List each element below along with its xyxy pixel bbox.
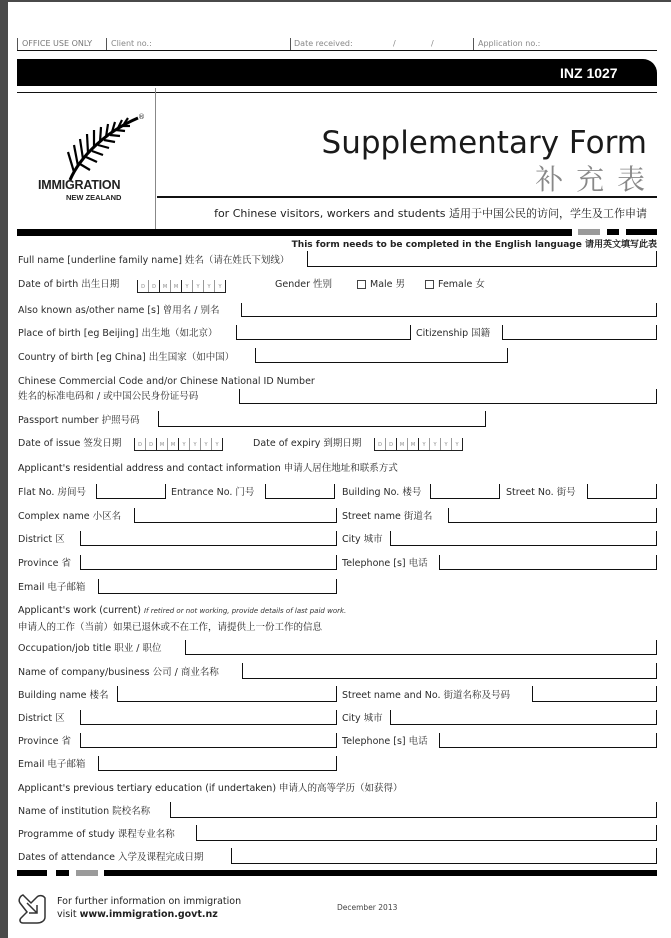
work-province-label: Province 省 [18,736,71,747]
building-name-label: Building name 楼名 [18,690,109,701]
date-of-expiry-label: Date of expiry 到期日期 [253,438,362,449]
separator-bar-small [607,229,619,235]
footer-visit: visit www.immigration.govt.nz [57,909,218,920]
separator-bar [17,229,572,236]
company-label: Name of company/business 公司 / 商业名称 [18,667,219,678]
attendance-input[interactable] [231,848,657,864]
work-city-label: City 城市 [342,713,383,724]
institution-input[interactable] [170,802,657,818]
work-heading: Applicant's work (current) If retired or not working, provide details of last paid work. [18,605,347,616]
footer-bar-long [104,870,657,876]
work-telephone-input[interactable] [439,733,657,748]
dob-input[interactable]: D D M M Y Y Y Y [137,280,226,293]
entrance-no-label: Entrance No. 门号 [171,487,255,498]
footer-bar-small [56,870,69,876]
street-name-no-label: Street name and No. 街道名称及号码 [342,690,511,701]
citizenship-input[interactable] [502,325,657,340]
work-email-input[interactable] [98,756,337,771]
date-received-label: Date received: [294,39,353,48]
page-edge-top [0,0,671,2]
institution-label: Name of institution 院校名称 [18,806,151,817]
aka-label: Also known as/other name [s] 曾用名 / 别名 [18,305,220,316]
street-no-label: Street No. 街号 [506,487,576,498]
street-name-label: Street name 街道名 [342,511,433,522]
work-city-input[interactable] [390,710,657,725]
city-label: City 城市 [342,534,383,545]
telephone-label: Telephone [s] 电话 [342,558,428,569]
company-input[interactable] [242,663,657,679]
building-name-input[interactable] [117,686,337,702]
programme-input[interactable] [196,825,657,841]
logo-text-immigration: IMMIGRATION [38,178,121,192]
date-sep: / [393,39,396,48]
passport-number-label: Passport number 护照号码 [18,415,140,426]
date-of-issue-label: Date of issue 签发日期 [18,438,122,449]
province-label: Province 省 [18,558,71,569]
logo-text-nz: NEW ZEALAND [66,193,122,202]
complex-name-label: Complex name 小区名 [18,511,122,522]
flat-no-input[interactable] [96,484,166,499]
page-title-zh: 补 充 表 [535,163,647,196]
date-of-expiry-input[interactable]: D D M M Y Y Y Y [374,438,463,451]
ccc-label: Chinese Commercial Code and/or Chinese National ID Number [18,376,315,387]
flat-no-label: Flat No. 房间号 [18,487,86,498]
footer-url-link[interactable]: www.immigration.govt.nz [79,909,218,920]
client-no-label: Client no.: [111,39,152,48]
place-of-birth-input[interactable] [236,325,411,340]
work-heading-zh: 申请人的工作（当前）如果已退休或不在工作，请提供上一份工作的信息 [18,622,323,633]
fern-logo-icon [60,112,145,182]
street-name-input[interactable] [448,508,657,523]
occupation-input[interactable] [185,640,657,655]
application-no-label: Application no.: [478,39,541,48]
footer-date: December 2013 [337,903,398,912]
ccc-input[interactable] [239,389,657,404]
aka-input[interactable] [241,303,657,317]
page-edge [0,0,8,938]
email-label: Email 电子邮箱 [18,582,86,593]
work-district-input[interactable] [80,710,337,725]
footer-bar [17,870,47,876]
place-of-birth-label: Place of birth [eg Beijing] 出生地（如北京） [18,328,218,339]
email-input[interactable] [98,579,337,594]
residential-heading: Applicant's residential address and contact information 申请人居住地址和联系方式 [18,463,398,474]
separator-bar-grey [578,229,600,235]
page-title: Supplementary Form [321,125,647,161]
footer-info: For further information on immigration [57,896,242,907]
work-district-label: District 区 [18,713,65,724]
separator-bar-end [626,229,657,235]
office-use-label: OFFICE USE ONLY [22,39,93,48]
district-input[interactable] [80,531,337,546]
telephone-input[interactable] [439,555,657,570]
country-of-birth-input[interactable] [255,348,508,363]
work-email-label: Email 电子邮箱 [18,759,86,770]
full-name-label: Full name [underline family name] 姓名（请在姓氏下划线） [18,255,290,266]
programme-label: Programme of study 课程专业名称 [18,829,175,840]
checkbox-female[interactable] [425,280,434,289]
occupation-label: Occupation/job title 职业 / 职位 [18,643,162,654]
subtitle: for Chinese visitors, workers and students 适用于中国公民的访问，学生及工作申请 [214,207,647,220]
city-input[interactable] [390,531,657,546]
dob-label: Date of birth 出生日期 [18,279,120,290]
header-divider [155,88,156,230]
gender-female-option[interactable]: Female 女 [425,279,485,291]
ccc-label-zh: 姓名的标准电码和 / 或中国公民身份证号码 [18,391,199,402]
gender-label: Gender 性别 [275,279,333,290]
building-no-label: Building No. 楼号 [342,487,422,498]
district-label: District 区 [18,534,65,545]
country-of-birth-label: Country of birth [eg China] 出生国家（如中国） [18,352,235,363]
date-of-issue-input[interactable]: D D M M Y Y Y Y [134,438,223,451]
complex-name-input[interactable] [134,508,337,523]
education-heading: Applicant's previous tertiary education (if undertaken) 申请人的高等学历（如获得） [18,783,403,794]
registered-mark: ® [138,113,145,121]
province-input[interactable] [80,555,337,570]
date-sep: / [431,39,434,48]
citizenship-label: Citizenship 国籍 [416,328,491,339]
form-code: INZ 1027 [560,65,618,81]
passport-number-input[interactable] [158,411,486,427]
hand-pointer-icon [17,891,51,925]
street-name-no-input[interactable] [532,686,657,702]
gender-male-option[interactable]: Male 男 [357,279,405,291]
work-telephone-label: Telephone [s] 电话 [342,736,428,747]
work-province-input[interactable] [80,733,337,748]
footer-bar-grey [76,870,98,876]
building-no-input[interactable] [430,484,500,499]
checkbox-male[interactable] [357,280,366,289]
full-name-input[interactable] [307,251,657,267]
english-notice: This form needs to be completed in the English language 请用英文填写此表 [291,240,657,250]
attendance-label: Dates of attendance 入学及课程完成日期 [18,852,204,863]
street-no-input[interactable] [587,484,657,499]
entrance-no-input[interactable] [265,484,335,499]
